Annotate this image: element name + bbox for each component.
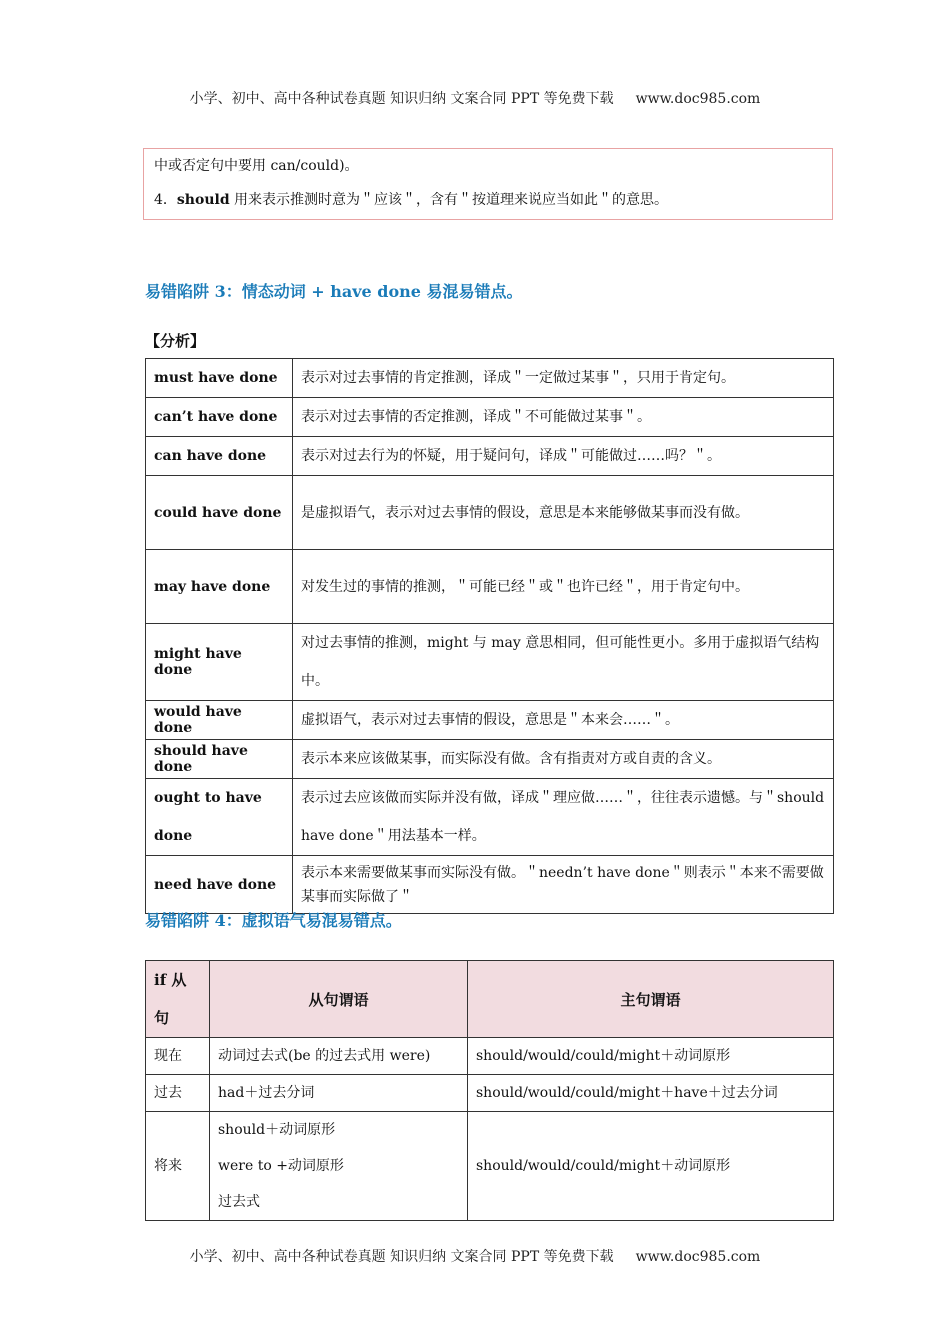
term-cell: can have done — [146, 437, 293, 476]
footer-text: 小学、初中、高中各种试卷真题 知识归纳 文案合同 PPT 等免费下载 — [189, 1249, 614, 1265]
note-box — [143, 148, 833, 220]
note-line-2 — [154, 189, 668, 209]
time-cell: 将来 — [146, 1112, 210, 1221]
note-number: 4． — [154, 192, 177, 208]
desc-cell: 对发生过的事情的推测，＂可能已经＂或＂也许已经＂，用于肯定句中。 — [293, 550, 834, 624]
desc-cell: 表示对过去事情的否定推测，译成＂不可能做过某事＂。 — [293, 398, 834, 437]
term-cell: could have done — [146, 476, 293, 550]
time-cell: 过去 — [146, 1075, 210, 1112]
page-footer — [0, 1246, 950, 1266]
term-cell: need have done — [146, 856, 293, 914]
header-text: 小学、初中、高中各种试卷真题 知识归纳 文案合同 PPT 等免费下载 — [189, 91, 614, 107]
header-cell: 从句谓语 — [210, 961, 468, 1038]
main-cell: should/would/could/might＋动词原形 — [468, 1038, 834, 1075]
table-row — [146, 779, 834, 856]
table-row — [146, 856, 834, 914]
table-row — [146, 1038, 834, 1075]
desc-cell: 是虚拟语气，表示对过去事情的假设，意思是本来能够做某事而没有做。 — [293, 476, 834, 550]
table-header-row — [146, 961, 834, 1038]
note-text: 用来表示推测时意为＂应该＂，含有＂按道理来说应当如此＂的意思。 — [229, 192, 669, 208]
note-keyword: should — [176, 192, 230, 208]
heading-trap-3: 易错陷阱 3：情态动词 + have done 易混易错点。 — [145, 282, 523, 301]
table-row — [146, 1075, 834, 1112]
table-row — [146, 624, 834, 701]
term-cell: would have done — [146, 701, 293, 740]
desc-cell: 虚拟语气，表示对过去事情的假设，意思是＂本来会……＂。 — [293, 701, 834, 740]
desc-cell: 表示过去应该做而实际并没有做，译成＂理应做……＂，往往表示遗憾。与＂should have done＂用法基本一样。 — [293, 779, 834, 856]
modal-perfect-table — [145, 358, 834, 914]
term-cell: may have done — [146, 550, 293, 624]
time-cell: 现在 — [146, 1038, 210, 1075]
main-cell: should/would/could/might＋have＋过去分词 — [468, 1075, 834, 1112]
clause-line: were to +动词原形 — [218, 1158, 344, 1174]
footer-url[interactable]: www.doc985.com — [635, 1249, 761, 1265]
page-header — [0, 88, 950, 108]
subjunctive-table — [145, 960, 834, 1221]
analysis-label: 【分析】 — [145, 332, 206, 350]
table-row — [146, 550, 834, 624]
desc-cell: 表示本来应该做某事，而实际没有做。含有指责对方或自责的含义。 — [293, 740, 834, 779]
term-cell: must have done — [146, 359, 293, 398]
clause-cell: had＋过去分词 — [210, 1075, 468, 1112]
table-row — [146, 476, 834, 550]
desc-cell: 表示对过去事情的肯定推测，译成＂一定做过某事＂，只用于肯定句。 — [293, 359, 834, 398]
heading-trap-4: 易错陷阱 4：虚拟语气易混易错点。 — [145, 911, 402, 930]
table-row — [146, 437, 834, 476]
table-row — [146, 359, 834, 398]
term-cell: ought to have done — [146, 779, 293, 856]
clause-cell: 动词过去式(be 的过去式用 were) — [210, 1038, 468, 1075]
clause-line: should＋动词原形 — [218, 1122, 336, 1138]
clause-line: 过去式 — [218, 1194, 260, 1210]
header-cell: if 从句 — [146, 961, 210, 1038]
term-cell: should have done — [146, 740, 293, 779]
main-cell: should/would/could/might＋动词原形 — [468, 1112, 834, 1221]
table-row — [146, 701, 834, 740]
desc-cell: 表示本来需要做某事而实际没有做。＂needn’t have done＂则表示＂本来不需要做某事而实际做了＂ — [293, 856, 834, 914]
term-cell: can’t have done — [146, 398, 293, 437]
header-url[interactable]: www.doc985.com — [635, 91, 761, 107]
table-row — [146, 398, 834, 437]
header-cell: 主句谓语 — [468, 961, 834, 1038]
table-row — [146, 740, 834, 779]
desc-cell: 对过去事情的推测，might 与 may 意思相同，但可能性更小。多用于虚拟语气结构中。 — [293, 624, 834, 701]
term-cell: might have done — [146, 624, 293, 701]
clause-cell — [210, 1112, 468, 1221]
note-line-1: 中或否定句中要用 can/could)。 — [154, 158, 359, 174]
desc-cell: 表示对过去行为的怀疑，用于疑问句，译成＂可能做过……吗？＂。 — [293, 437, 834, 476]
table-row — [146, 1112, 834, 1221]
